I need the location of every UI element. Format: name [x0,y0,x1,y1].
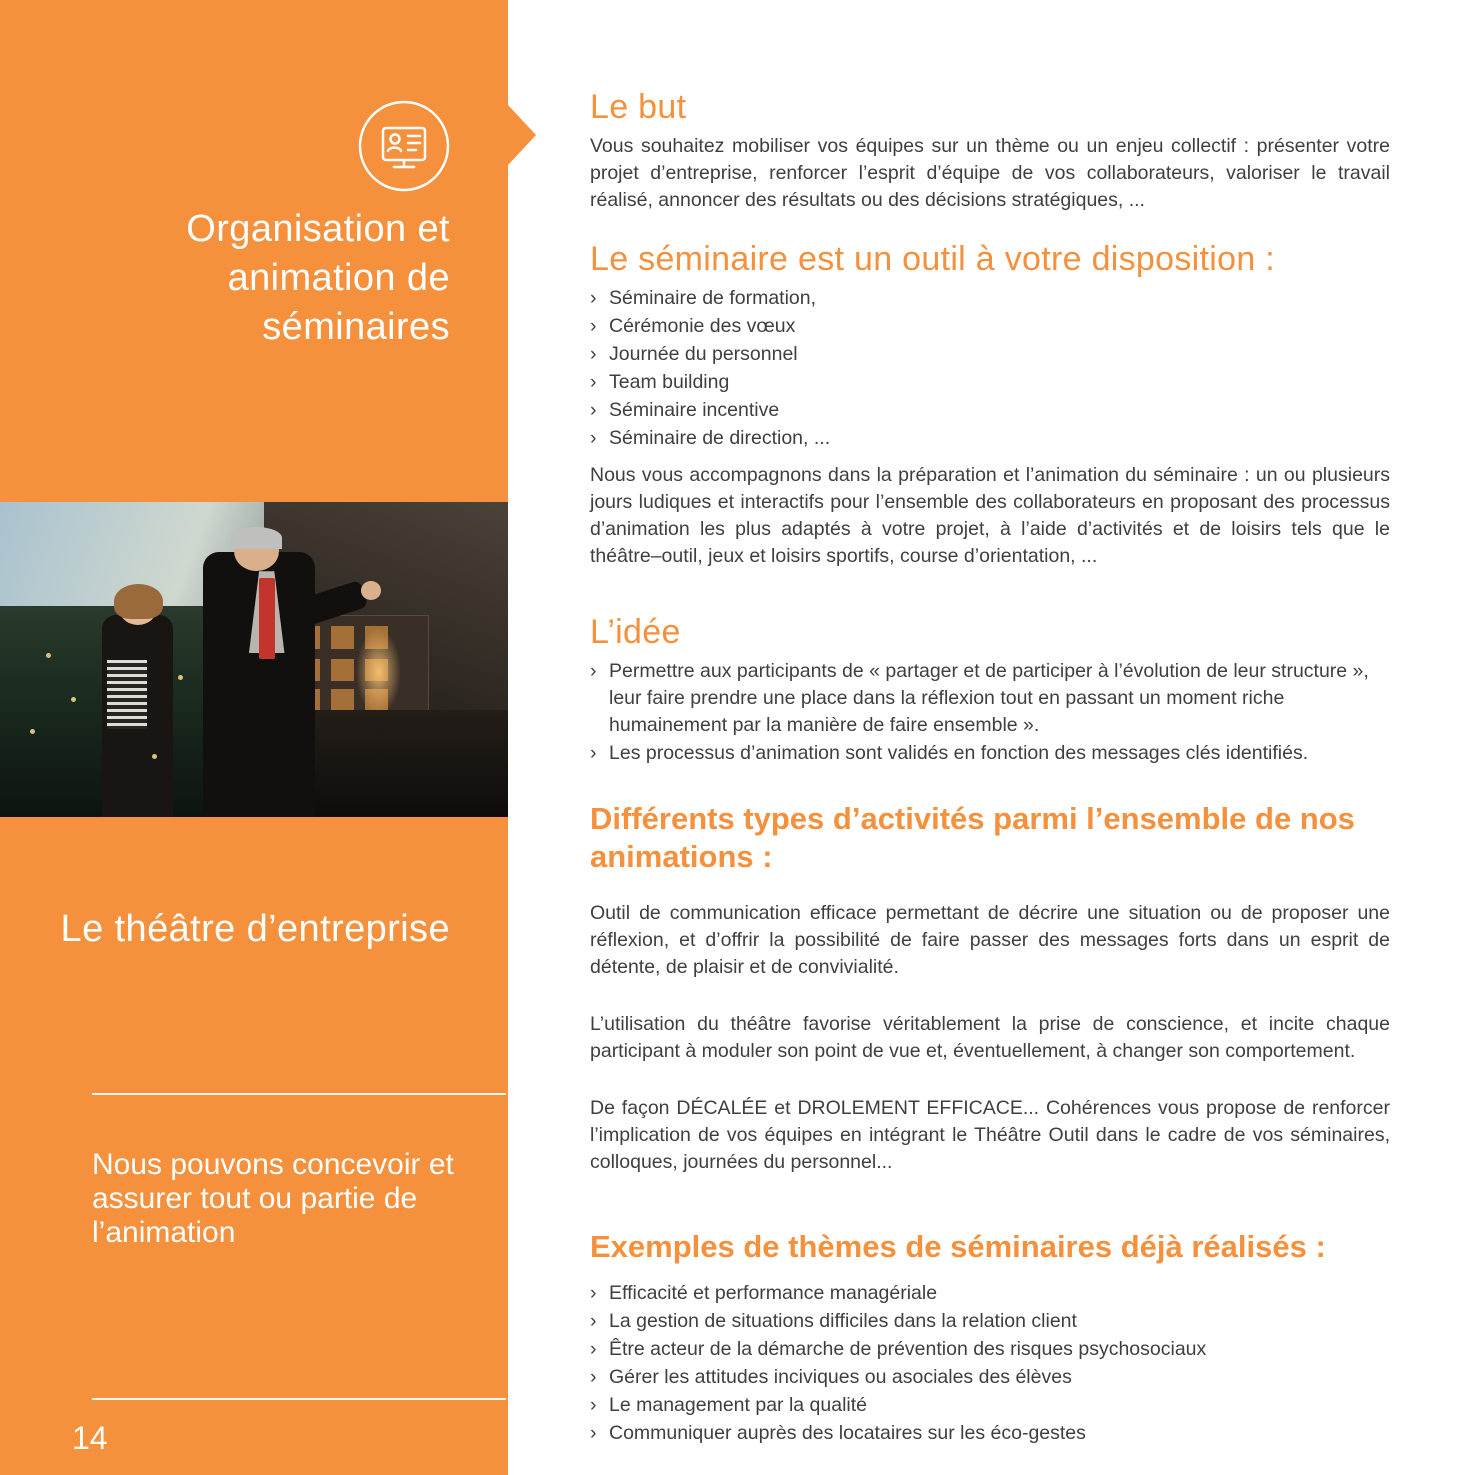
content-column [590,0,1390,1475]
list-item: › Team building [590,369,1390,396]
section-tool-paragraph: Nous vous accompagnons dans la préparation et l’animation du séminaire : un ou plusieurs jours ludiques et interactifs pour l’ensemble des collaborateurs en proposant des processus d’animation les plus adaptés à votre projet, à l’aide d’activités et de loisirs tels que le théâtre–outil, jeux et loisirs sportifs, course d’orientation, ... [590,464,1390,567]
list-item: › Séminaire incentive [590,397,1390,424]
divider-top [92,1093,506,1095]
list-item: › Gérer les attitudes inciviques ou asociales des élèves [590,1364,1390,1391]
list-item: › Séminaire de direction, ... [590,425,1390,452]
list-item: › Permettre aux participants de « partager et de participer à l’évolution de leur structure », leur faire prendre une place dans la réflexion tout en passant un moment riche humainement par la manière de faire ensemble ». [590,658,1390,739]
list-item: › Communiquer auprès des locataires sur les éco-gestes [590,1420,1390,1447]
section-idea-heading: L’idée [590,613,681,651]
section-activities-heading: Différents types d’activités parmi l’ensemble de nos animations : [590,801,1355,874]
section-examples-list [590,1280,1390,1447]
id-card-presentation-icon [358,100,450,192]
list-item: › Journée du personnel [590,341,1390,368]
section-activities-body [590,900,1390,1190]
sidebar-subtitle: Le théâtre d’entreprise [60,908,450,950]
page-title: Organisation et animation de séminaires [186,208,450,348]
section-idea-list [590,658,1390,767]
sidebar-note: Nous pouvons concevoir et assurer tout ou partie de l’animation [92,1148,454,1249]
section-activities-paragraph-1: Outil de communication efficace permettant de décrire une situation ou de proposer une réflexion, et d’offrir la possibilité de faire passer des messages forts dans un esprit de détente, de plaisir et de convivialité. [590,902,1390,978]
list-item: › Être acteur de la démarche de prévention des risques psychosociaux [590,1336,1390,1363]
list-item: › Le management par la qualité [590,1392,1390,1419]
list-item: › Cérémonie des vœux [590,313,1390,340]
sidebar [0,0,508,1475]
section-goal-paragraph: Vous souhaitez mobiliser vos équipes sur un thème ou un enjeu collectif : présenter votre projet d’entreprise, renforcer l’esprit d’équipe de vos collaborateurs, valoriser le travail réalisé, annoncer des résultats ou des décisions stratégiques, ... [590,135,1390,211]
section-goal-heading: Le but [590,88,687,126]
section-tool-heading: Le séminaire est un outil à votre disposition : [590,240,1276,278]
section-activities-paragraph-2: L’utilisation du théâtre favorise véritablement la prise de conscience, et incite chaque participant à moduler son point de vue et, éventuellement, à changer son comportement. [590,1013,1390,1062]
sidebar-arrow-marker [508,105,536,165]
section-idea [590,613,1390,781]
section-goal [590,88,1390,228]
section-examples [590,1228,1390,1461]
section-activities-paragraph-3: De façon DÉCALÉE et DROLEMENT EFFICACE... Cohérences vous propose de renforcer l’implication de vos équipes en intégrant le Théâtre Outil dans le cadre de vos séminaires, colloques, journées du personnel... [590,1097,1390,1173]
page-number: 14 [72,1420,108,1456]
seminar-photo [0,502,508,817]
list-item: › Efficacité et performance managériale [590,1280,1390,1307]
list-item: › Les processus d’animation sont validés en fonction des messages clés identifiés. [590,740,1390,767]
section-tool-list [590,285,1390,452]
divider-bottom [92,1398,506,1400]
section-tool [590,240,1390,466]
list-item: › Séminaire de formation, [590,285,1390,312]
section-tool-paragraph-block [590,462,1390,584]
section-activities-heading-block [590,800,1390,890]
list-item: › La gestion de situations difficiles dans la relation client [590,1308,1390,1335]
section-examples-heading: Exemples de thèmes de séminaires déjà réalisés : [590,1229,1326,1264]
